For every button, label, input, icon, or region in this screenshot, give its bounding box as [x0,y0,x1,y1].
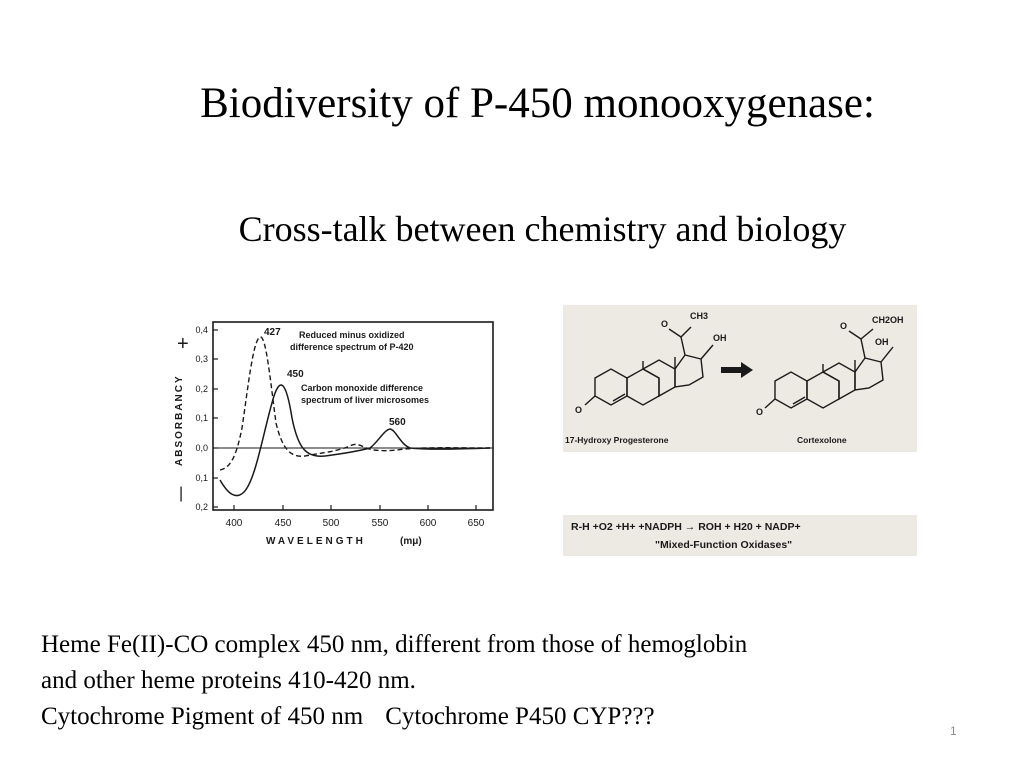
x-tick-label: 500 [322,518,340,529]
right-group-ketone-o: O [840,321,848,331]
x-axis-title: WAVELENGTH [266,536,366,547]
right-caption: Cortexolone [797,435,847,445]
minus-sign: | [179,485,184,502]
annotation-p420-line1: Reduced minus oxidized [299,330,405,340]
body-text [41,627,1016,735]
body-line-last [41,699,1016,735]
y-tick-label: 0,0 [195,443,208,453]
left-caption: 17-Hydroxy Progesterone [565,435,669,445]
peak-label-450: 450 [287,369,304,380]
y-tick-label: 0,2 [195,384,208,394]
y-tick-label: 0,2 [195,502,208,512]
plus-sign: + [177,333,189,355]
body-line: and other heme proteins 410-420 nm. [41,667,416,694]
body-line: Heme Fe(II)-CO complex 450 nm, different from those of hemoglobin [41,631,748,658]
body-line-part: Cytochrome Pigment of 450 nm [41,703,364,730]
x-tick-label: 550 [371,518,389,529]
right-group-ring-o: O [756,407,764,417]
absorbance-spectrum-figure [160,318,500,558]
slide-subtitle: Cross-talk between chemistry and biology [238,209,847,249]
slide-title: Biodiversity of P-450 monooxygenase: [200,80,875,127]
x-tick-label: 400 [225,518,243,529]
x-tick-label: 600 [419,518,437,529]
left-group-ch3: CH3 [690,311,709,321]
reaction-equation: R-H +O2 +H+ +NADPH → ROH + H20 + NADP+ [571,521,801,533]
steroid-hydroxylation-figure [563,305,917,452]
left-group-oh: OH [713,333,727,343]
y-tick-label: 0,3 [195,354,208,364]
y-tick-label: 0,1 [195,413,208,423]
x-tick-label: 650 [467,518,485,529]
right-group-ch2oh: CH2OH [872,315,904,325]
slide-number: 1 [950,724,957,738]
peak-label-427: 427 [264,327,281,338]
monooxygenase-reaction-figure [563,515,917,556]
annotation-co-line1: Carbon monoxide difference [301,383,424,393]
y-tick-label: 0,4 [195,325,208,335]
y-tick-label: 0,1 [195,473,208,483]
x-axis-unit: (mμ) [400,536,422,547]
peak-label-560: 560 [389,417,406,428]
reaction-name: "Mixed-Function Oxidases" [655,539,793,551]
left-group-ketone-o: O [661,319,669,329]
x-tick-label: 450 [274,518,292,529]
annotation-p420-line2: difference spectrum of P-420 [290,342,414,352]
annotation-co-line2: spectrum of liver microsomes [301,395,430,405]
y-axis-title: ABSORBANCY [174,374,185,466]
left-group-ring-o: O [575,405,583,415]
figure-background [563,305,917,452]
right-group-oh: OH [875,337,889,347]
body-line-part: Cytochrome P450 CYP??? [385,703,655,730]
